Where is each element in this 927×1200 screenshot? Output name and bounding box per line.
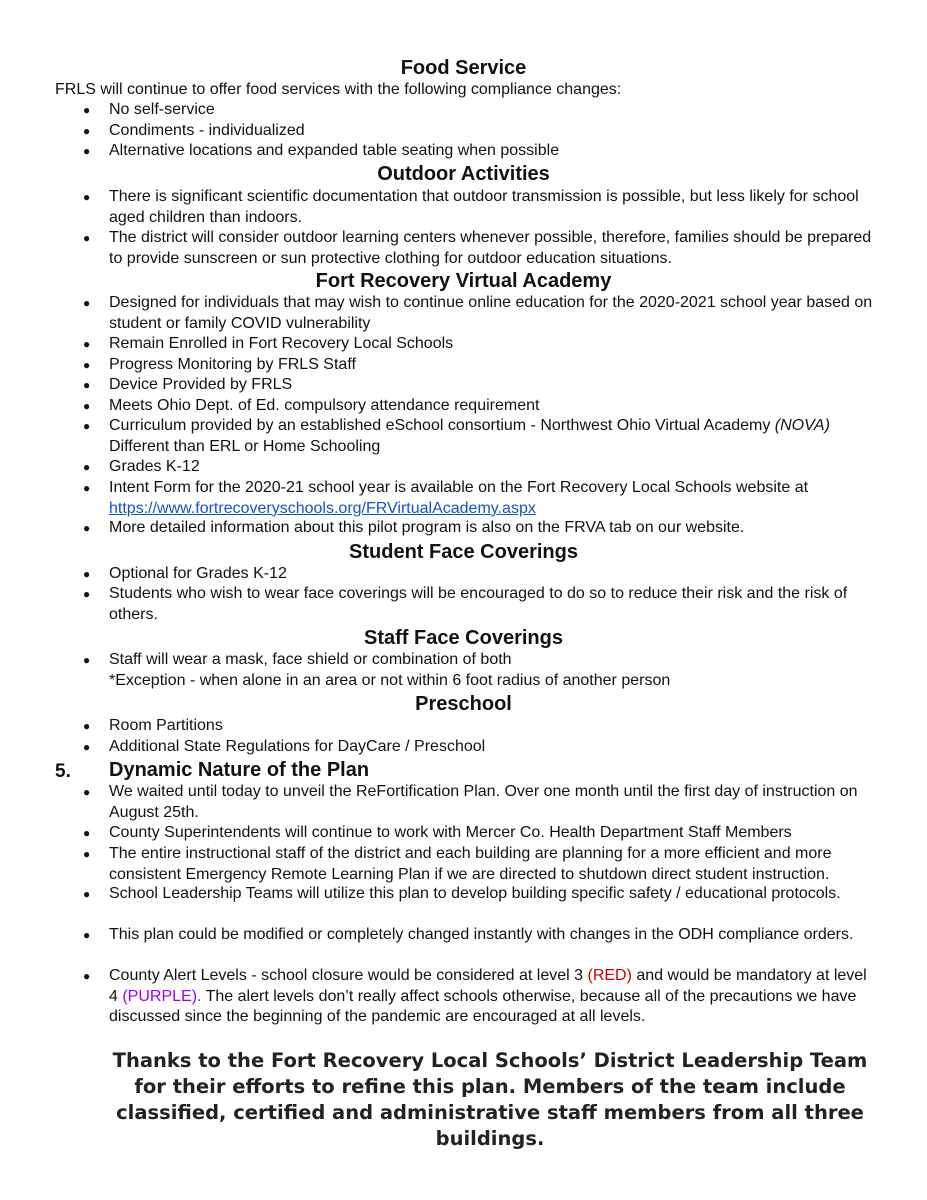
student-face-coverings-heading: Student Face Coverings <box>349 541 578 563</box>
list-item: ● Condiments - individualized <box>109 121 879 142</box>
intent-form-text: Intent Form for the 2020-21 school year is available on the Fort Recovery Local Schools website at <box>109 479 809 496</box>
list-item: ● Alternative locations and expanded table seating when possible <box>109 141 879 162</box>
list-item: ● Optional for Grades K-12 <box>109 564 879 585</box>
outdoor-activities-heading: Outdoor Activities <box>377 163 550 185</box>
list-item: ● The district will consider outdoor learning centers whenever possible, therefore, families should be prepared to provide sunscreen or sun protective clothing for outdoor education situations. <box>109 228 879 269</box>
alert-text-c: The alert levels don’t really affect schools otherwise, because all of the precautions we have discussed since the beginning of the pandemic are encouraged at all levels. <box>109 987 857 1025</box>
section-5-heading: Dynamic Nature of the Plan <box>109 759 370 781</box>
preschool-heading: Preschool <box>415 693 512 715</box>
list-item: ● Remain Enrolled in Fort Recovery Local Schools <box>109 334 879 355</box>
list-item: ● There is significant scientific documentation that outdoor transmission is possible, but less likely for school aged children than indoors. <box>109 187 879 228</box>
food-service-intro: FRLS will continue to offer food services with the following compliance changes: <box>55 81 622 98</box>
virtual-academy-heading: Fort Recovery Virtual Academy <box>315 270 612 292</box>
list-item: ● More detailed information about this pilot program is also on the FRVA tab on our website. <box>109 518 879 539</box>
alert-text-b: and would be mandatory at level 4 <box>109 967 867 1005</box>
list-item: ● Progress Monitoring by FRLS Staff <box>109 355 879 376</box>
section-number: 5. <box>55 761 71 782</box>
nova-abbrev: (NOVA) <box>774 417 830 434</box>
list-item <box>109 416 879 457</box>
closing-statement: Thanks to the Fort Recovery Local Schools’ District Leadership Team for their efforts to refine this plan. Members of the team include classified, certified and administrative staff members from all three buildings. <box>112 1049 868 1150</box>
alert-red-label: (RED) <box>587 967 632 984</box>
list-item: ● Designed for individuals that may wish to continue online education for the 2020-2021 school year based on student or family COVID vulnerability <box>109 293 879 334</box>
list-item: ● No self-service <box>109 100 879 121</box>
list-item: ● Grades K-12 <box>109 457 879 478</box>
list-item <box>109 478 879 519</box>
food-service-heading: Food Service <box>400 57 527 79</box>
virtual-academy-link[interactable]: https://www.fortrecoveryschools.org/FRVirtualAcademy.aspx <box>109 499 536 517</box>
curriculum-text: Curriculum provided by an established eSchool consortium - Northwest Ohio Virtual Academy <box>109 417 775 434</box>
list-item <box>109 650 879 691</box>
list-item: ● Meets Ohio Dept. of Ed. compulsory attendance requirement <box>109 396 879 417</box>
list-item: ● County Superintendents will continue to work with Mercer Co. Health Department Staff Members <box>109 823 879 844</box>
staff-exception-text: *Exception - when alone in an area or not within 6 foot radius of another person <box>109 671 671 689</box>
list-item: ● Room Partitions <box>109 716 879 737</box>
staff-mask-text: Staff will wear a mask, face shield or combination of both <box>109 651 512 668</box>
list-item: ● Students who wish to wear face coverings will be encouraged to do so to reduce their risk and the risk of others. <box>109 584 879 625</box>
list-item <box>109 966 879 1028</box>
list-item: ● We waited until today to unveil the ReFortification Plan. Over one month until the first day of instruction on August 25th. <box>109 782 879 823</box>
list-item: ● This plan could be modified or completely changed instantly with changes in the ODH compliance orders. <box>109 925 879 946</box>
alert-text-a: County Alert Levels - school closure would be considered at level 3 <box>109 967 588 984</box>
list-item: ● Device Provided by FRLS <box>109 375 879 396</box>
alert-purple-label: (PURPLE). <box>122 987 202 1005</box>
list-item: ● School Leadership Teams will utilize this plan to develop building specific safety / educational protocols. <box>109 884 879 905</box>
staff-face-coverings-heading: Staff Face Coverings <box>364 627 563 649</box>
curriculum-line2: Different than ERL or Home Schooling <box>109 437 381 455</box>
list-item: ● Additional State Regulations for DayCare / Preschool <box>109 737 879 758</box>
list-item: ● The entire instructional staff of the district and each building are planning for a more efficient and more consistent Emergency Remote Learning Plan if we are directed to shutdown direct student instruction. <box>109 844 879 885</box>
